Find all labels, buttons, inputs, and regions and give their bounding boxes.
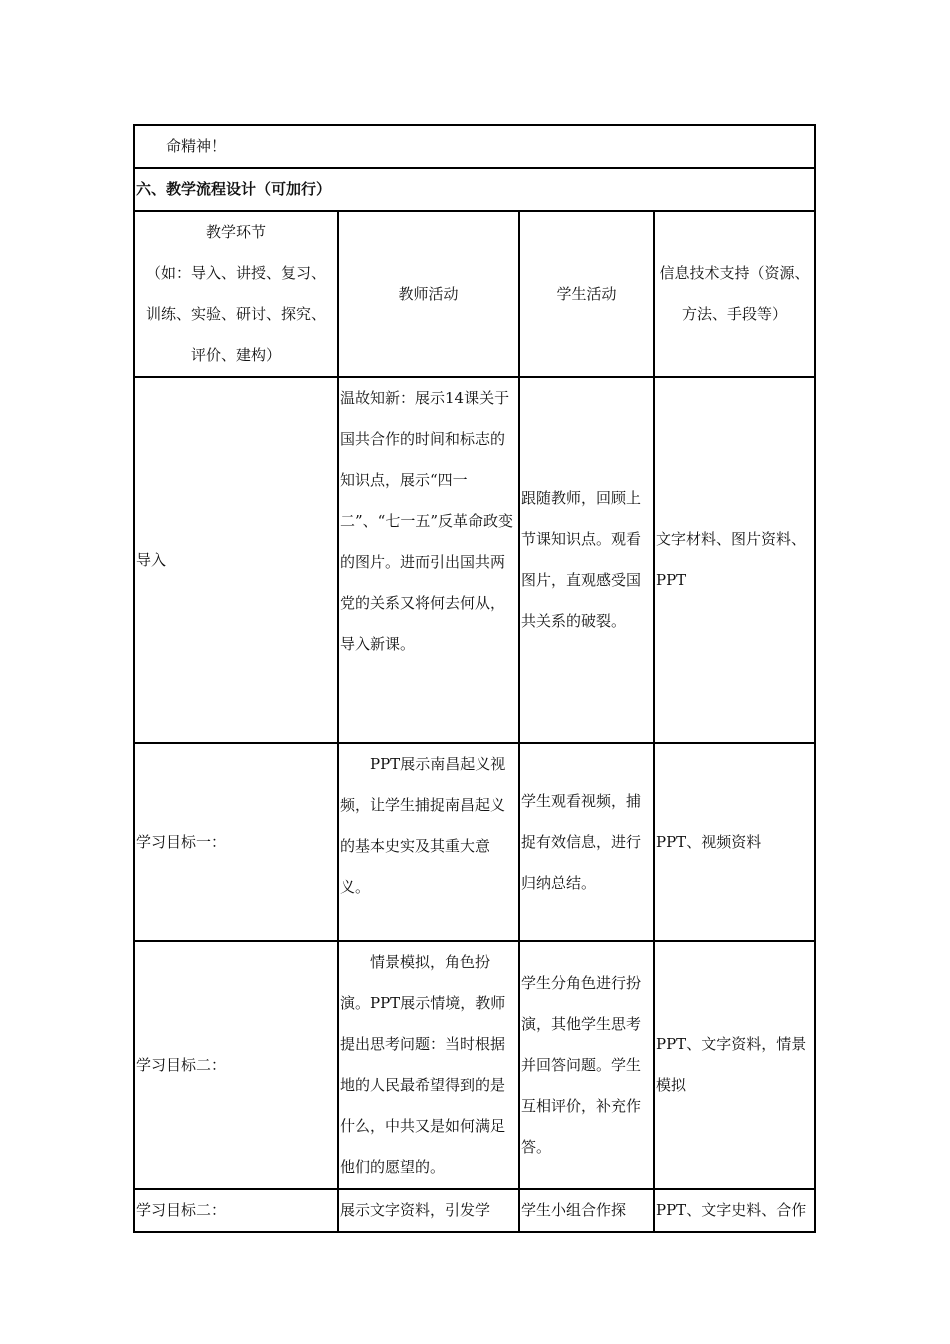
teacher-activity-cell: 展示文字资料，引发学 (338, 1189, 519, 1232)
tech-support-cell: PPT、文字史料、合作 (654, 1189, 815, 1232)
student-activity-cell: 学生分角色进行扮演，其他学生思考并回答问题。学生互相评价，补充作答。 (519, 941, 654, 1189)
stage-cell: 导入 (134, 377, 338, 743)
tech-support-cell: PPT、文字资料，情景模拟 (654, 941, 815, 1189)
header-student-activity: 学生活动 (519, 211, 654, 377)
stage-cell: 学习目标一： (134, 743, 338, 941)
header-stage-line4: 评价、建构） (190, 346, 281, 364)
header-stage-line2: （如：导入、讲授、复习、 (145, 264, 326, 282)
section-title: 六、教学流程设计（可加行） (134, 168, 815, 211)
table-row (134, 377, 815, 743)
header-stage-cell (134, 211, 338, 377)
table-row (134, 1189, 815, 1232)
stage-cell: 学习目标二： (134, 941, 338, 1189)
header-teacher-activity: 教师活动 (338, 211, 519, 377)
teaching-design-table (133, 124, 816, 1233)
tech-support-cell: PPT、视频资料 (654, 743, 815, 941)
table-row (134, 743, 815, 941)
teacher-activity-cell: 温故知新：展示14课关于国共合作的时间和标志的知识点，展示“四一二”、“七一五”反革命政变的图片。进而引出国共两党的关系又将何去何从，导入新课。 (338, 377, 519, 743)
tech-support-cell: 文字材料、图片资料、PPT (654, 377, 815, 743)
continuation-row (134, 125, 815, 168)
table-header-row (134, 211, 815, 377)
header-tech-support: 信息技术支持（资源、方法、手段等） (654, 211, 815, 377)
header-stage-line3: 训练、实验、研讨、探究、 (145, 305, 326, 323)
table-row (134, 941, 815, 1189)
student-activity-cell: 跟随教师，回顾上节课知识点。观看图片，直观感受国共关系的破裂。 (519, 377, 654, 743)
student-activity-cell: 学生小组合作探 (519, 1189, 654, 1232)
section-title-row (134, 168, 815, 211)
header-stage-line1: 教学环节 (205, 223, 266, 241)
continuation-text: 命精神！ (134, 125, 815, 168)
stage-cell: 学习目标二： (134, 1189, 338, 1232)
student-activity-cell: 学生观看视频，捕捉有效信息，进行归纳总结。 (519, 743, 654, 941)
teacher-activity-cell: 情景模拟，角色扮演。PPT展示情境，教师提出思考问题：当时根据地的人民最希望得到的是什么，中共又是如何满足他们的愿望的。 (338, 941, 519, 1189)
teacher-activity-cell: PPT展示南昌起义视频，让学生捕捉南昌起义的基本史实及其重大意义。 (338, 743, 519, 941)
